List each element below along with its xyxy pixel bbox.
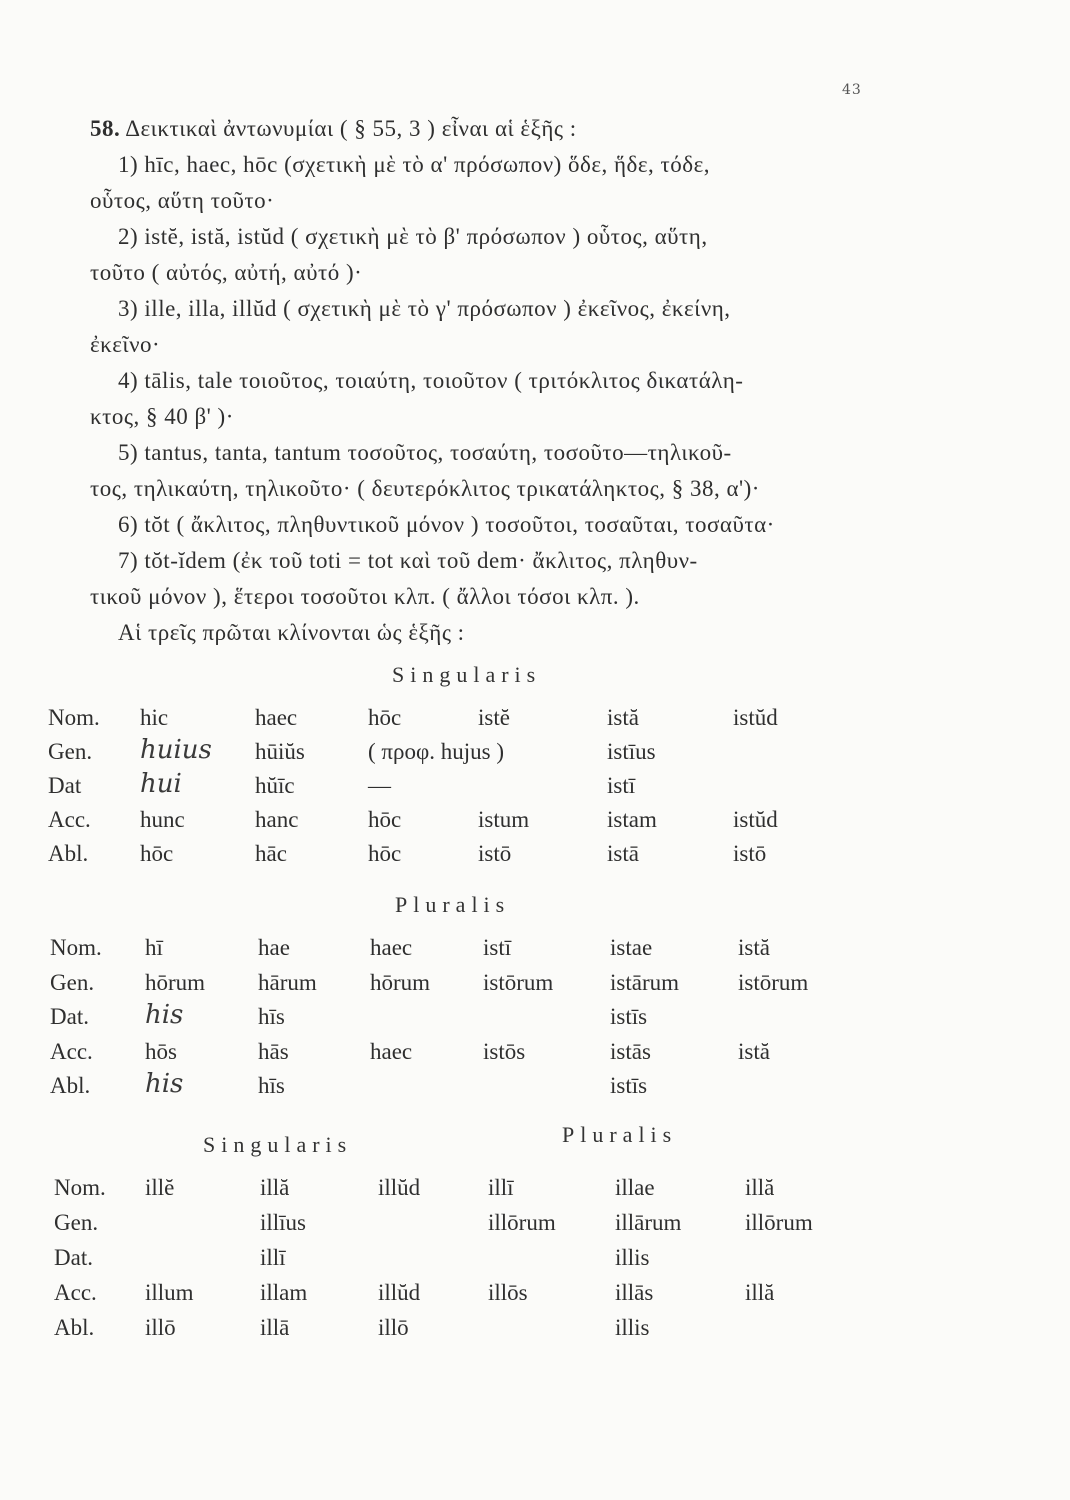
- table-cell: hŭīc: [255, 773, 295, 798]
- table-cell: illō: [145, 1315, 176, 1340]
- table-cell: istōs: [483, 1038, 526, 1064]
- paragraph-line: 6) tŏt ( ἄκλιτος, πληθυντικοῦ μόνον ) τοσοῦτοι, τοσαῦται, τοσαῦτα·: [118, 512, 775, 537]
- table-cell: illā: [260, 1315, 290, 1340]
- table-cell: istă: [738, 935, 770, 960]
- table-cell: istŭd: [733, 705, 778, 730]
- table-cell: illī: [488, 1175, 514, 1200]
- paragraph-line: 5) tantus, tanta, tantum τοσοῦτος, τοσαύτη, τοσοῦτο—τηλικοῦ-: [118, 440, 732, 465]
- table-cell: illum: [145, 1280, 194, 1305]
- page-number: 43: [842, 82, 862, 98]
- table-cell: illōrum: [488, 1210, 556, 1235]
- table-cell: hui: [140, 769, 182, 799]
- table-cell: illŭd: [378, 1280, 421, 1305]
- table-cell: illārum: [615, 1210, 682, 1235]
- table-cell: hōs: [145, 1038, 177, 1064]
- table-cell: hanc: [255, 807, 299, 832]
- case-label: Abl.: [54, 1315, 95, 1340]
- table-cell: istō: [478, 841, 512, 866]
- paragraph-number: 58.: [90, 116, 121, 141]
- table-cell: istă: [738, 1038, 770, 1064]
- table-cell: istī: [607, 773, 636, 798]
- table-cell: his: [145, 1000, 184, 1030]
- table-cell: illīus: [260, 1210, 307, 1235]
- table-cell: hīs: [258, 1004, 285, 1029]
- table-cell: istīus: [607, 739, 656, 764]
- table-cell: illī: [260, 1245, 286, 1270]
- case-label: Gen.: [54, 1210, 99, 1235]
- paragraph-line: 2) istĕ, istă, istŭd ( σχετικὴ μὲ τὸ β' πρόσωπον ) οὗτος, αὕτη,: [118, 224, 708, 249]
- paragraph-line: ἐκεῖνο·: [90, 332, 161, 357]
- table-cell: istī: [483, 935, 512, 960]
- table-cell: hōrum: [145, 969, 206, 995]
- table-cell: his: [145, 1069, 184, 1099]
- heading-pluralis-ille: Pluralis: [562, 1122, 678, 1147]
- table-cell: istās: [610, 1038, 651, 1064]
- table-cell: hōc: [368, 807, 402, 832]
- table-cell: illă: [745, 1175, 775, 1200]
- paragraph-line: οὗτος, αὕτη τοῦτο·: [90, 188, 275, 213]
- paragraph-line: 4) tālis, tale τοιοῦτος, τοιαύτη, τοιοῦτον ( τριτόκλιτος δικατάλη-: [118, 368, 744, 393]
- table-cell: haec: [370, 935, 413, 960]
- case-label: Abl.: [48, 841, 89, 866]
- table-cell: haec: [255, 705, 298, 730]
- table-cell: hās: [258, 1038, 289, 1064]
- table-cell: istĕ: [478, 705, 510, 730]
- table-cell: illĕ: [145, 1175, 175, 1200]
- case-label: Nom.: [54, 1175, 106, 1200]
- table-cell: illō: [378, 1315, 409, 1340]
- paragraph-line: τοῦτο ( αὐτός, αὐτή, αὐτό )·: [90, 260, 363, 285]
- table-cell: illă: [745, 1280, 775, 1305]
- case-label: Acc.: [54, 1280, 97, 1305]
- table-cell: hārum: [258, 969, 317, 995]
- paragraph-line: 58. Δεικτικαὶ ἀντωνυμίαι ( § 55, 3 ) εἶναι αἱ ἑξῆς :: [90, 116, 577, 141]
- table-cell: haec: [370, 1038, 413, 1064]
- table-cell: —: [368, 773, 391, 798]
- heading-singularis: Singularis: [392, 662, 542, 687]
- case-label: Acc.: [50, 1038, 93, 1064]
- table-cell: istam: [607, 807, 657, 832]
- paragraph-line: κτος, § 40 β' )·: [90, 404, 234, 429]
- table-cell: hunc: [140, 807, 185, 832]
- table-cell: huius: [140, 735, 212, 765]
- table-cell: hīs: [258, 1073, 285, 1098]
- table-cell: illam: [260, 1280, 308, 1305]
- heading-singularis-ille: Singularis: [203, 1132, 353, 1157]
- case-label: Gen.: [48, 739, 93, 764]
- table-cell: illŭd: [378, 1175, 421, 1200]
- case-label: Nom.: [50, 935, 102, 960]
- table-cell: illōrum: [745, 1210, 813, 1235]
- case-label: Abl.: [50, 1073, 91, 1098]
- table-cell: istum: [478, 807, 530, 832]
- table-cell: istārum: [610, 969, 679, 995]
- table-cell: istŭd: [733, 807, 778, 832]
- table-cell: illă: [260, 1175, 290, 1200]
- case-label: Dat.: [50, 1004, 89, 1029]
- paragraph-line: 3) ille, illa, illŭd ( σχετικὴ μὲ τὸ γ' πρόσωπον ) ἐκεῖνος, ἐκείνη,: [118, 296, 731, 321]
- table-cell: istōrum: [483, 969, 554, 995]
- case-label: Gen.: [50, 969, 95, 995]
- table-cell: hī: [145, 935, 163, 960]
- table-cell: istīs: [610, 1004, 648, 1029]
- heading-pluralis: Pluralis: [395, 892, 511, 917]
- case-label: Dat.: [54, 1245, 93, 1270]
- case-label: Nom.: [48, 705, 100, 730]
- table-cell: illōs: [488, 1280, 528, 1305]
- table-cell: illae: [615, 1175, 655, 1200]
- table-cell: hōc: [368, 705, 402, 730]
- table-cell: hūiŭs: [255, 739, 305, 764]
- paragraph-line: 1) hīc, haec, hōc (σχετικὴ μὲ τὸ α' πρόσωπον) ὅδε, ἥδε, τόδε,: [118, 152, 711, 177]
- table-cell: hic: [140, 705, 169, 730]
- table-cell: ( προφ. hujus ): [368, 739, 505, 764]
- table-cell: istā: [607, 841, 639, 866]
- table-cell: istōrum: [738, 969, 809, 995]
- table-cell: istă: [607, 705, 639, 730]
- table-cell: illis: [615, 1315, 650, 1340]
- paragraph-line: τικοῦ μόνον ), ἕτεροι τοσοῦτοι κλπ. ( ἄλλοι τόσοι κλπ. ).: [90, 584, 640, 609]
- table-cell: hōc: [140, 841, 174, 866]
- table-cell: illās: [615, 1280, 654, 1305]
- case-label: Dat: [48, 773, 82, 798]
- case-label: Acc.: [48, 807, 91, 832]
- paragraph-line: 7) tŏt-ĭdem (ἐκ τοῦ toti = tot καὶ τοῦ dem· ἄκλιτος, πληθυν-: [118, 548, 698, 573]
- paragraph-line: τος, τηλικαύτη, τηλικοῦτο· ( δευτερόκλιτος τρικατάληκτος, § 38, α')·: [90, 476, 760, 501]
- table-cell: hae: [258, 935, 290, 960]
- table-cell: illis: [615, 1245, 650, 1270]
- table-cell: istae: [610, 935, 653, 960]
- table-cell: istīs: [610, 1073, 648, 1098]
- table-cell: hōc: [368, 841, 402, 866]
- table-cell: istō: [733, 841, 767, 866]
- table-cell: hōrum: [370, 969, 431, 995]
- paragraph-line: Αἱ τρεῖς πρῶται κλίνονται ὡς ἑξῆς :: [118, 620, 465, 645]
- table-cell: hāc: [255, 841, 287, 866]
